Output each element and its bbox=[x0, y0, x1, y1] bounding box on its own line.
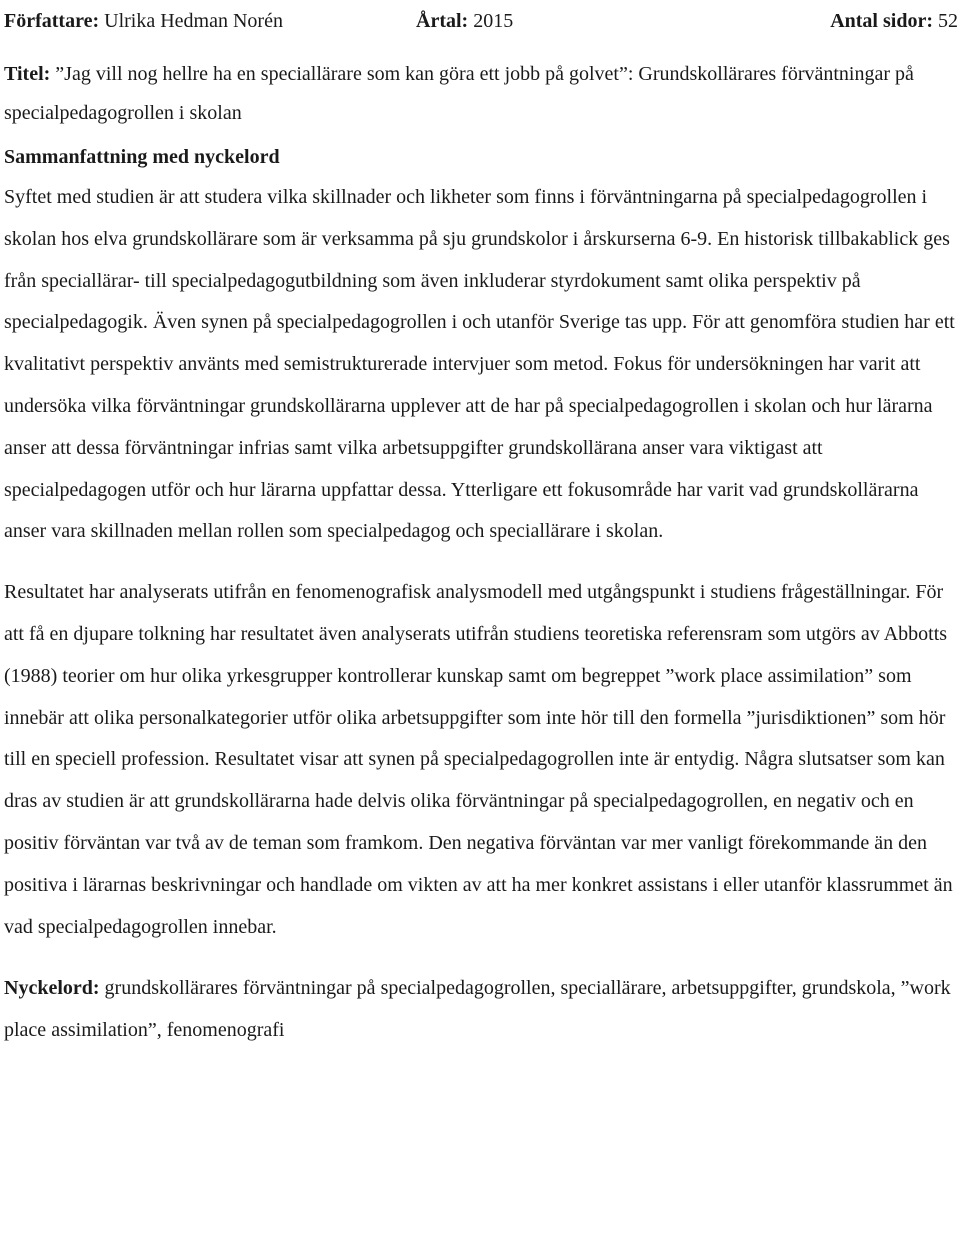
author-field bbox=[4, 4, 283, 38]
author-value: Ulrika Hedman Norén bbox=[104, 10, 283, 32]
keywords-label: Nyckelord: bbox=[4, 977, 100, 1000]
year-field bbox=[416, 4, 513, 38]
author-label: Författare: bbox=[4, 10, 100, 32]
page-count-label: Antal sidor: bbox=[830, 10, 933, 32]
metadata-row bbox=[4, 4, 958, 38]
title-text: ”Jag vill nog hellre ha en speciallärare som kan göra ett jobb på golvet”: Grundskollärares förväntningar på specialpedagogrollen i skolan bbox=[4, 63, 914, 124]
title-label: Titel: bbox=[4, 63, 51, 85]
page-count-value: 52 bbox=[938, 10, 958, 32]
summary-heading: Sammanfattning med nyckelord bbox=[4, 146, 280, 168]
page-count-field bbox=[830, 4, 958, 38]
summary-paragraph-2: Resultatet har analyserats utifrån en fenomenografisk analysmodell med utgångspunkt i studiens frågeställningar. För att få en djupare tolkning har resultatet även analyserats utifrån studiens teoretiska referensram som utgörs av Abbotts (1988) teorier om hur olika yrkesgrupper kontrollerar kunskap samt om begreppet ”work place assimilation” som innebär att olika personalkategorier utför olika arbetsuppgifter som inte hör till den formella ”jurisdiktionen” som hör till en speciell profession. Resultatet visar att synen på specialpedagogrollen inte är entydig. Några slutsatser som kan dras av studien är att grundskollärarna hade delvis olika förväntningar på specialpedagogrollen, en negativ och en positiv förväntan var två av de teman som framkom. Den negativa förväntan var mer vanligt förekommande än den positiva i lärarnas beskrivningar och handlade om vikten av att ha mer konkret assistans i eller utanför klassrummet än vad specialpedagogrollen innebar. bbox=[4, 581, 953, 938]
document-page bbox=[4, 4, 958, 1051]
keywords-text: grundskollärares förväntningar på specialpedagogrollen, speciallärare, arbetsuppgifter, grundskola, ”work place assimilation”, fenomenografi bbox=[4, 977, 951, 1042]
summary-paragraph-1: Syftet med studien är att studera vilka skillnader och likheter som finns i förväntningarna på specialpedagogrollen i skolan hos elva grundskollärare som är verksamma på sju grundskolor i årskurserna 6-9. En historisk tillbakablick ges från speciallärar- till specialpedagogutbildning som även inkluderar styrdokument samt olika perspektiv på specialpedagogik. Även synen på specialpedagogrollen i och utanför Sverige tas upp. För att genomföra studien har ett kvalitativt perspektiv använts med semistrukturerade intervjuer som metod. Fokus för undersökningen har varit att undersöka vilka förväntningar grundskollärarna upplever att de har på specialpedagogrollen i skolan och hur lärarna anser att dessa förväntningar infrias samt vilka arbetsuppgifter grundskollärana anser vara viktigast att specialpedagogen utför och hur lärarna uppfattar dessa. Ytterligare ett fokusområde har varit vad grundskollärarna anser vara skillnaden mellan rollen som specialpedagog och speciallärare i skolan. bbox=[4, 186, 955, 543]
year-value: 2015 bbox=[473, 10, 514, 32]
thesis-title bbox=[4, 55, 958, 133]
year-label: Årtal: bbox=[416, 10, 469, 32]
keywords-block bbox=[4, 967, 958, 1051]
